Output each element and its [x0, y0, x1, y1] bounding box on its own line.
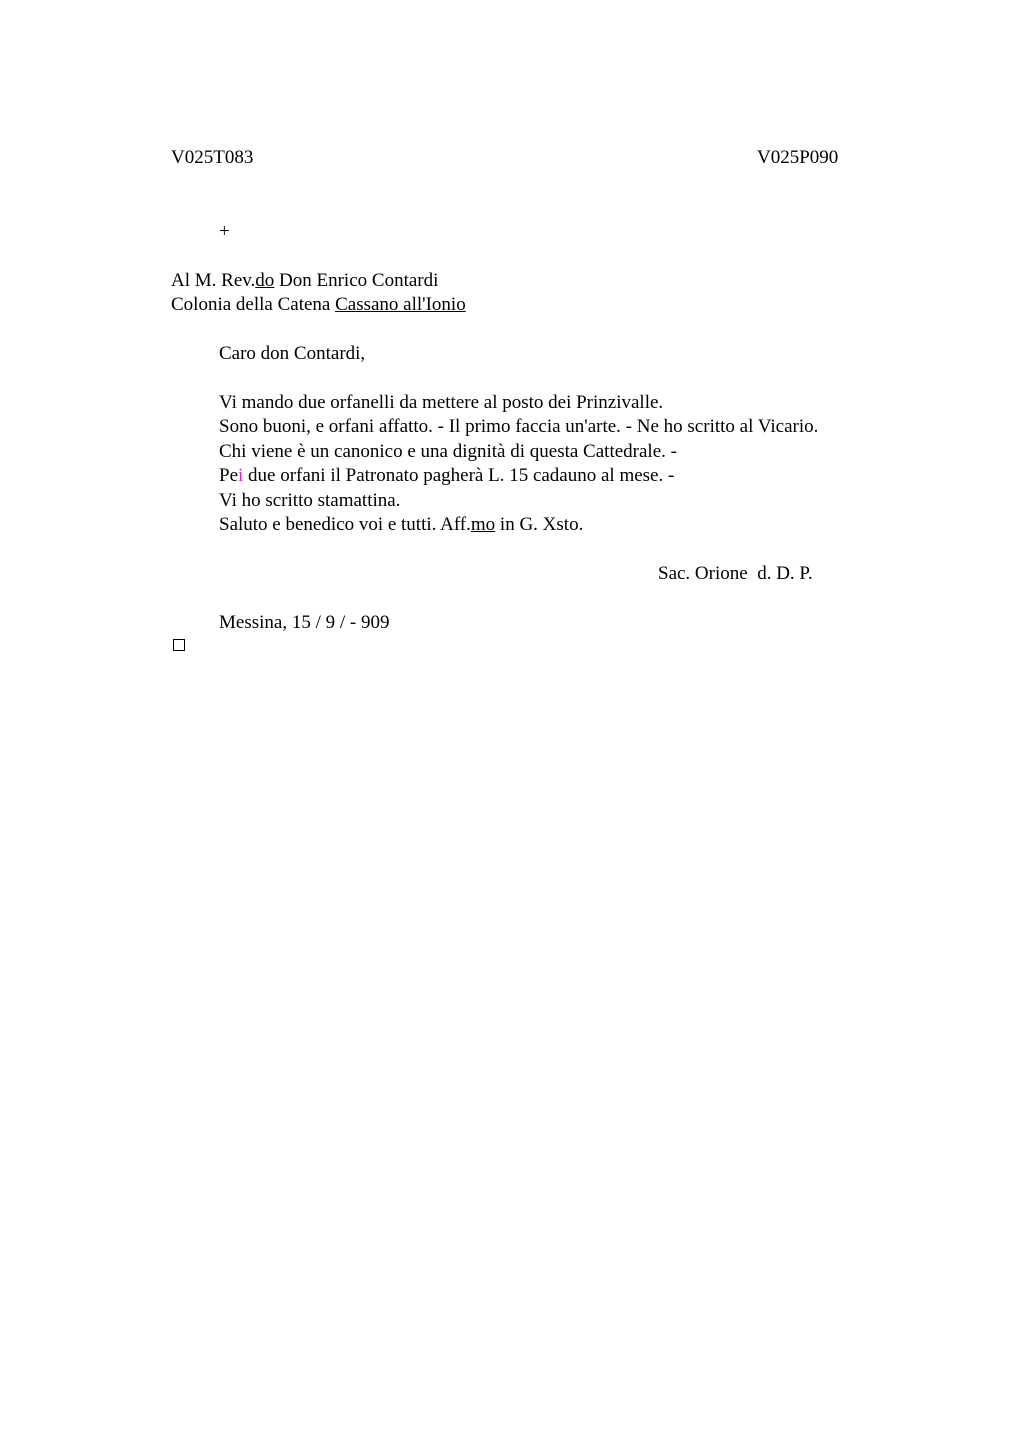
address-line-2 [171, 293, 466, 318]
address-line-2-underlined: Cassano all'Ionio [335, 294, 466, 315]
body-line-4 [219, 464, 674, 489]
document-code-right: V025P090 [757, 147, 839, 168]
body-line-4-highlight: i [238, 465, 244, 486]
salutation: Caro don Contardi, [219, 343, 366, 364]
end-box-symbol [173, 639, 185, 651]
address-line-2-prefix: Colonia della Catena [171, 294, 336, 315]
place-date: Messina, 15 / 9 / - 909 [219, 612, 390, 633]
body-line-6-suffix: in G. Xsto. [495, 514, 584, 535]
cross-symbol: + [219, 221, 230, 242]
body-line-6-prefix: Saluto e benedico voi e tutti. Aff. [219, 514, 471, 535]
body-line-5: Vi ho scritto stamattina. [219, 490, 401, 511]
body-line-1: Vi mando due orfanelli da mettere al posto dei Prinzivalle. [219, 392, 664, 413]
address-line-1 [171, 269, 438, 294]
body-line-6 [219, 513, 583, 538]
address-line-1-underlined: do [255, 270, 275, 291]
body-line-2: Sono buoni, e orfani affatto. - Il primo faccia un'arte. - Ne ho scritto al Vicario. [219, 416, 819, 437]
body-line-6-underlined: mo [470, 514, 496, 535]
body-line-4-suffix: due orfani il Patronato pagherà L. 15 cadauno al mese. - [243, 465, 675, 486]
address-line-1-suffix: Don Enrico Contardi [274, 270, 439, 291]
address-line-1-prefix: Al M. Rev. [171, 270, 256, 291]
body-line-4-prefix: Pe [219, 465, 238, 486]
document-code-left: V025T083 [171, 147, 254, 168]
body-line-3: Chi viene è un canonico e una dignità di questa Cattedrale. - [219, 441, 677, 462]
signature: Sac. Orione d. D. P. [658, 563, 813, 584]
